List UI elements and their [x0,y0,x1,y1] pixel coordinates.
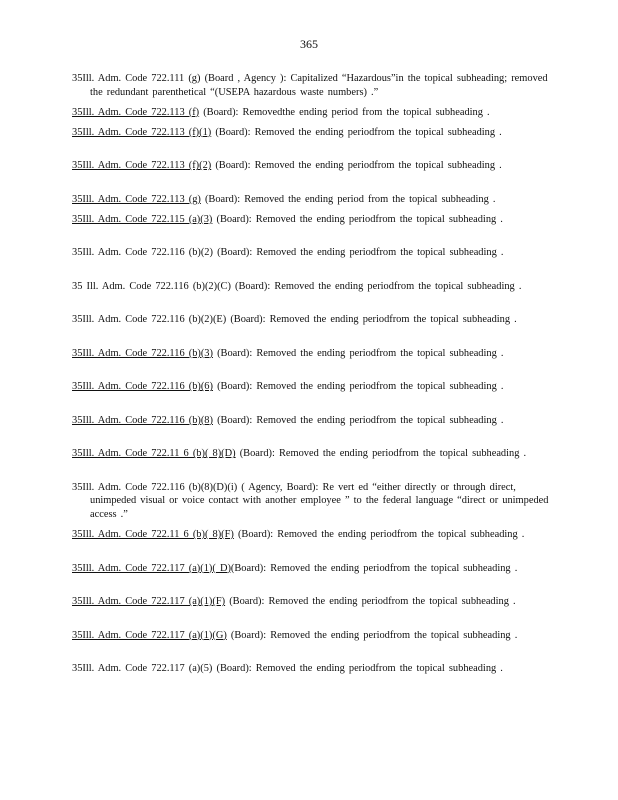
entry-citation: 35Ill. Adm. Code 722.117 (a)(5) [72,663,213,675]
entry-citation: 35Ill. Adm. Code 722.113 (f) [72,106,200,118]
entry-text: (Board): Removed the ending periodfrom the topical subheading . [212,414,504,426]
amendment-entry [72,380,550,407]
amendment-entry [72,414,550,441]
amendment-entry [72,662,550,689]
entry-citation: 35Ill. Adm. Code 722.116 (b)(3) [72,347,213,359]
entry-text: (Board): Removed the ending period from the topical subheading . [200,193,496,205]
entry-citation: 35 Ill. Adm. Code 722.116 (b)(2)(C) [72,280,231,292]
entry-text: (Board): Removed the ending periodfrom the topical subheading . [235,448,527,460]
amendment-entry [72,193,550,207]
amendment-entry [72,106,550,120]
entry-citation: 35Ill. Adm. Code 722.117 (a)(1)( D) [72,562,231,574]
entry-citation: 35Ill. Adm. Code 722.116 (b)(2)(E) [72,314,227,326]
entry-text: (Board): Removed the ending periodfrom the topical subheading . [211,126,502,138]
entry-text: (Board , Agency ): Capitalized “Hazardous”in the topical subheading; removed the redundant parenthetical “(USEPA hazardous waste numbers) .” [90,73,548,98]
entry-citation: 35Ill. Adm. Code 722.11 6 (b)( 8)(F) [72,529,234,541]
entry-text: (Board): Removed the ending periodfrom the topical subheading . [233,529,525,541]
entry-citation: 35Ill. Adm. Code 722.116 (b)(8)(D)(i) [72,481,238,493]
entry-text: ( Agency, Board): Re vert ed “either directly or through direct, unimpeded visual or voice contact with another employee ” to the federal language “direct or unimpeded access .” [90,481,549,521]
entry-citation: 35Ill. Adm. Code 722.117 (a)(1)(F) [72,596,226,608]
entry-text: (Board): Removed the ending periodfrom the topical subheading . [211,160,502,172]
entry-citation: 35Ill. Adm. Code 722.111 (g) [72,73,201,84]
entry-text: (Board): Removed the ending periodfrom the topical subheading . [230,562,518,574]
page-number: 365 [300,37,318,51]
amendment-entry [72,347,550,374]
entry-citation: 35Ill. Adm. Code 722.116 (b)(8) [72,414,213,426]
amendment-list [72,72,550,696]
entry-citation: 35Ill. Adm. Code 722.116 (b)(6) [72,381,213,393]
amendment-entry [72,72,550,99]
amendment-entry [72,481,550,522]
amendment-entry [72,447,550,474]
entry-citation: 35Ill. Adm. Code 722.113 (f)(1) [72,126,212,138]
amendment-entry [72,246,550,273]
entry-citation: 35Ill. Adm. Code 722.113 (g) [72,193,201,205]
entry-citation: 35Ill. Adm. Code 722.115 (a)(3) [72,213,213,225]
amendment-entry [72,280,550,307]
entry-text: (Board): Removed the ending periodfrom the topical subheading . [230,280,522,292]
entry-citation: 35Ill. Adm. Code 722.117 (a)(1)(G) [72,629,227,641]
entry-text: (Board): Removed the ending periodfrom the topical subheading . [226,629,518,641]
amendment-entry [72,562,550,589]
entry-text: (Board): Removed the ending periodfrom the topical subheading . [212,213,503,225]
amendment-entry [72,313,550,340]
entry-citation: 35Ill. Adm. Code 722.113 (f)(2) [72,160,212,172]
amendment-entry [72,629,550,656]
amendment-entry [72,126,550,153]
entry-citation: 35Ill. Adm. Code 722.116 (b)(2) [72,247,213,259]
amendment-entry [72,528,550,555]
entry-text: (Board): Removed the ending periodfrom the topical subheading . [212,347,504,359]
entry-text: (Board): Removed the ending periodfrom the topical subheading . [226,314,517,326]
amendment-entry [72,213,550,240]
amendment-entry [72,595,550,622]
entry-text: (Board): Removedthe ending period from the topical subheading . [199,106,490,118]
entry-text: (Board): Removed the ending periodfrom the topical subheading . [225,596,516,608]
entry-text: (Board): Removed the ending periodfrom the topical subheading . [212,381,504,393]
entry-citation: 35Ill. Adm. Code 722.11 6 (b)( 8)(D) [72,448,236,460]
amendment-entry [72,159,550,186]
entry-text: (Board): Removed the ending periodfrom the topical subheading . [212,663,503,675]
entry-text: (Board): Removed the ending periodfrom the topical subheading . [212,247,504,259]
